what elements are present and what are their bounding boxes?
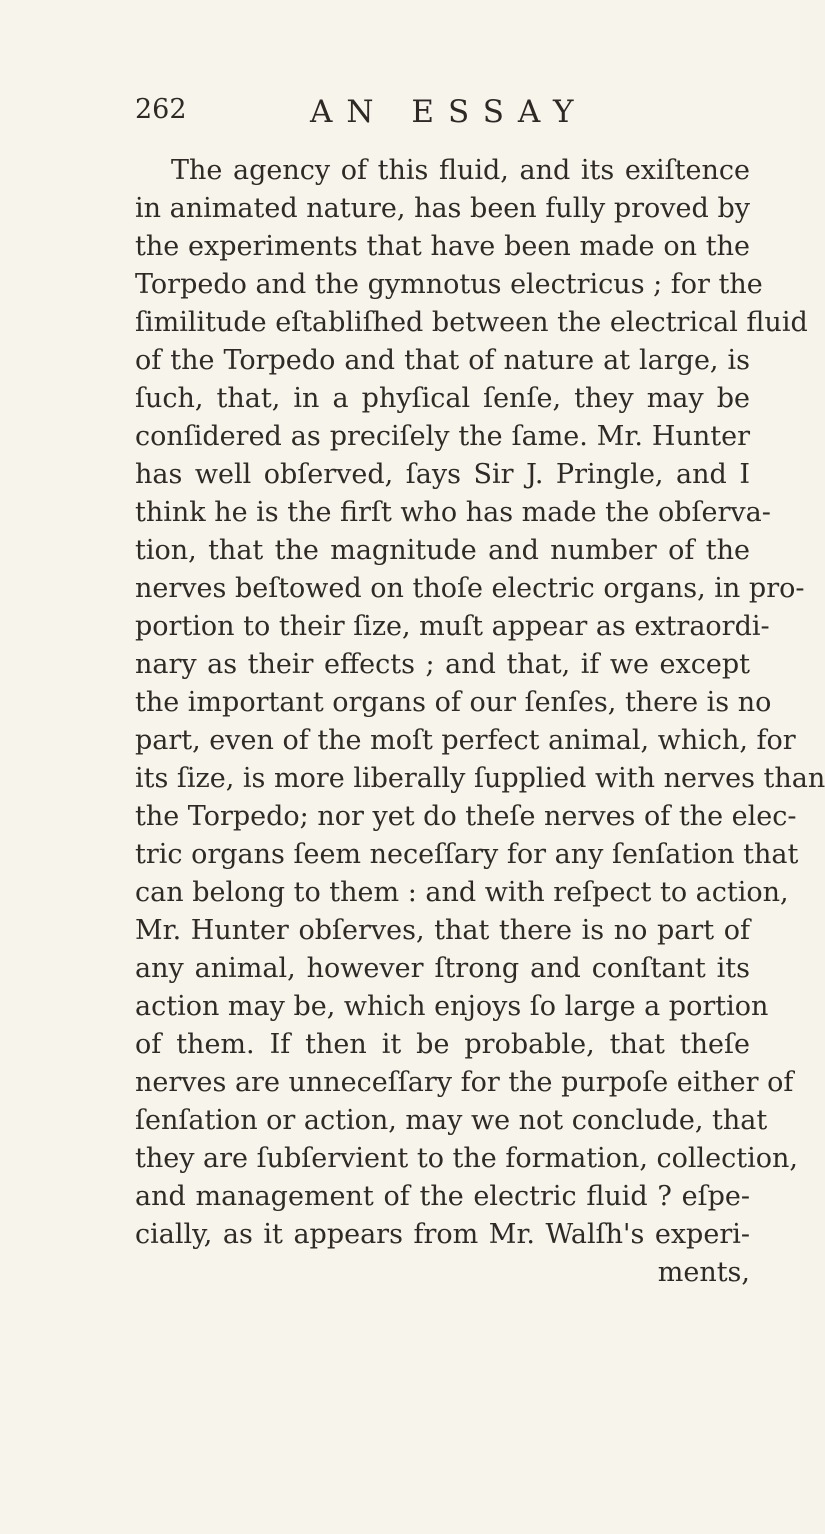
text-line: action may be, which enjoys ſo large a portion (135, 991, 769, 1022)
text-line: of the Torpedo and that of nature at large, is (135, 345, 750, 376)
text-line: ſimilitude eſtabliſhed between the electrical fluid (135, 307, 808, 338)
running-head: AN ESSAY (310, 94, 588, 130)
page-number: 262 (135, 94, 187, 125)
page-header (135, 94, 695, 134)
text-line: the experiments that have been made on the (135, 231, 750, 262)
text-line: and management of the electric fluid ? eſpe- (135, 1181, 750, 1212)
text-line: its ſize, is more liberally ſupplied with nerves than (135, 763, 825, 794)
text-line: part, even of the moſt perfect animal, which, for (135, 725, 796, 756)
text-line: tric organs ſeem neceſſary for any ſenſation that (135, 839, 799, 870)
text-line: conſidered as preciſely the ſame. Mr. Hunter (135, 421, 750, 452)
text-line: of them. If then it be probable, that theſe (135, 1029, 750, 1060)
text-line: nary as their effects ; and that, if we except (135, 649, 750, 680)
catchword: ments, (657, 1257, 750, 1288)
text-line: has well obſerved, ſays Sir J. Pringle, and I (135, 459, 750, 490)
text-line: the Torpedo; nor yet do theſe nerves of the elec- (135, 801, 797, 832)
text-line: can belong to them : and with reſpect to action, (135, 877, 789, 908)
text-line: any animal, however ſtrong and conſtant its (135, 953, 750, 984)
text-line: ſuch, that, in a phyſical ſenſe, they may be (135, 383, 750, 414)
text-line: Mr. Hunter obſerves, that there is no part of (135, 915, 750, 946)
text-line: they are ſubſervient to the formation, collection, (135, 1143, 798, 1174)
text-line: nerves beſtowed on thoſe electric organs, in pro- (135, 573, 805, 604)
text-line: portion to their ſize, muſt appear as extraordi- (135, 611, 770, 642)
text-line: The agency of this fluid, and its exiſtence (171, 155, 750, 186)
text-line: the important organs of our ſenſes, there is no (135, 687, 772, 718)
text-line: Torpedo and the gymnotus electricus ; for the (135, 269, 763, 300)
text-line: cially, as it appears from Mr. Walſh's experi- (135, 1219, 750, 1250)
body-text (135, 152, 825, 1292)
text-line: ſenſation or action, may we not conclude, that (135, 1105, 768, 1136)
text-line: think he is the firſt who has made the obſerva- (135, 497, 771, 528)
text-line: tion, that the magnitude and number of the (135, 535, 750, 566)
text-line: nerves are unneceſſary for the purpoſe either of (135, 1067, 794, 1098)
text-line: in animated nature, has been fully proved by (135, 193, 750, 224)
